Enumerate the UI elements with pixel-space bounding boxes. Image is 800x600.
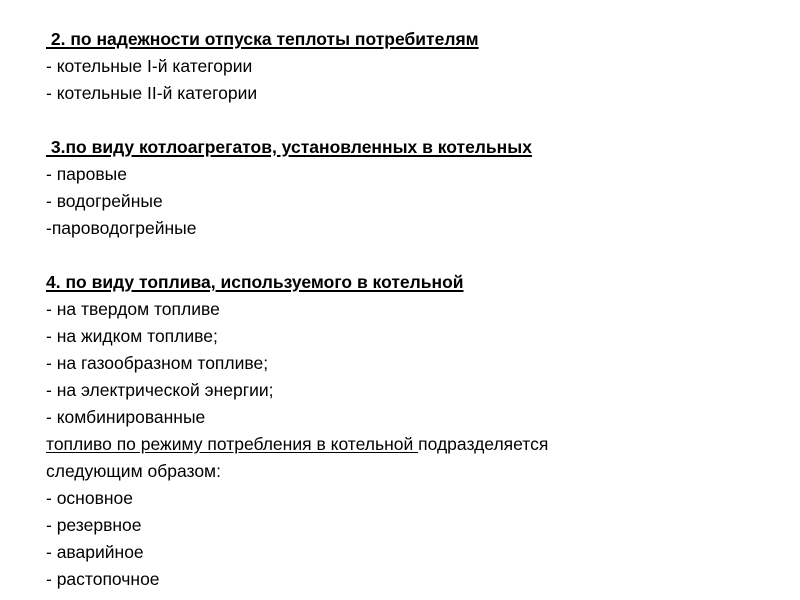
list-item: - паровые <box>46 164 127 184</box>
spacer <box>46 107 766 134</box>
spacer <box>46 242 766 269</box>
list-item: - резервное <box>46 515 142 535</box>
list-item: - комбинированные <box>46 407 206 427</box>
list-item: - котельные I-й категории <box>46 56 253 76</box>
list-item: - водогрейные <box>46 191 163 211</box>
list-item: -пароводогрейные <box>46 218 197 238</box>
list-item: - на жидком топливе; <box>46 326 218 346</box>
list-item: - котельные II-й категории <box>46 83 258 103</box>
list-item: - на газообразном топливе; <box>46 353 269 373</box>
consumption-underlined-text: топливо по режиму потребления в котельной <box>46 434 419 454</box>
list-item: - основное <box>46 488 133 508</box>
section-2-heading: 2. по надежности отпуска теплоты потребителям <box>46 29 479 49</box>
list-item: - на электрической энергии; <box>46 380 274 400</box>
slide-content <box>46 26 766 593</box>
section-4-heading: 4. по виду топлива, используемого в котельной <box>46 272 464 292</box>
consumption-intro-line2: следующим образом: <box>46 461 221 481</box>
list-item: - на твердом топливе <box>46 299 220 319</box>
list-item: - аварийное <box>46 542 144 562</box>
consumption-intro <box>46 431 766 458</box>
consumption-rest-text: подразделяется <box>418 434 549 454</box>
list-item: - растопочное <box>46 569 160 589</box>
section-3-heading: 3.по виду котлоагрегатов, установленных в котельных <box>46 137 532 157</box>
